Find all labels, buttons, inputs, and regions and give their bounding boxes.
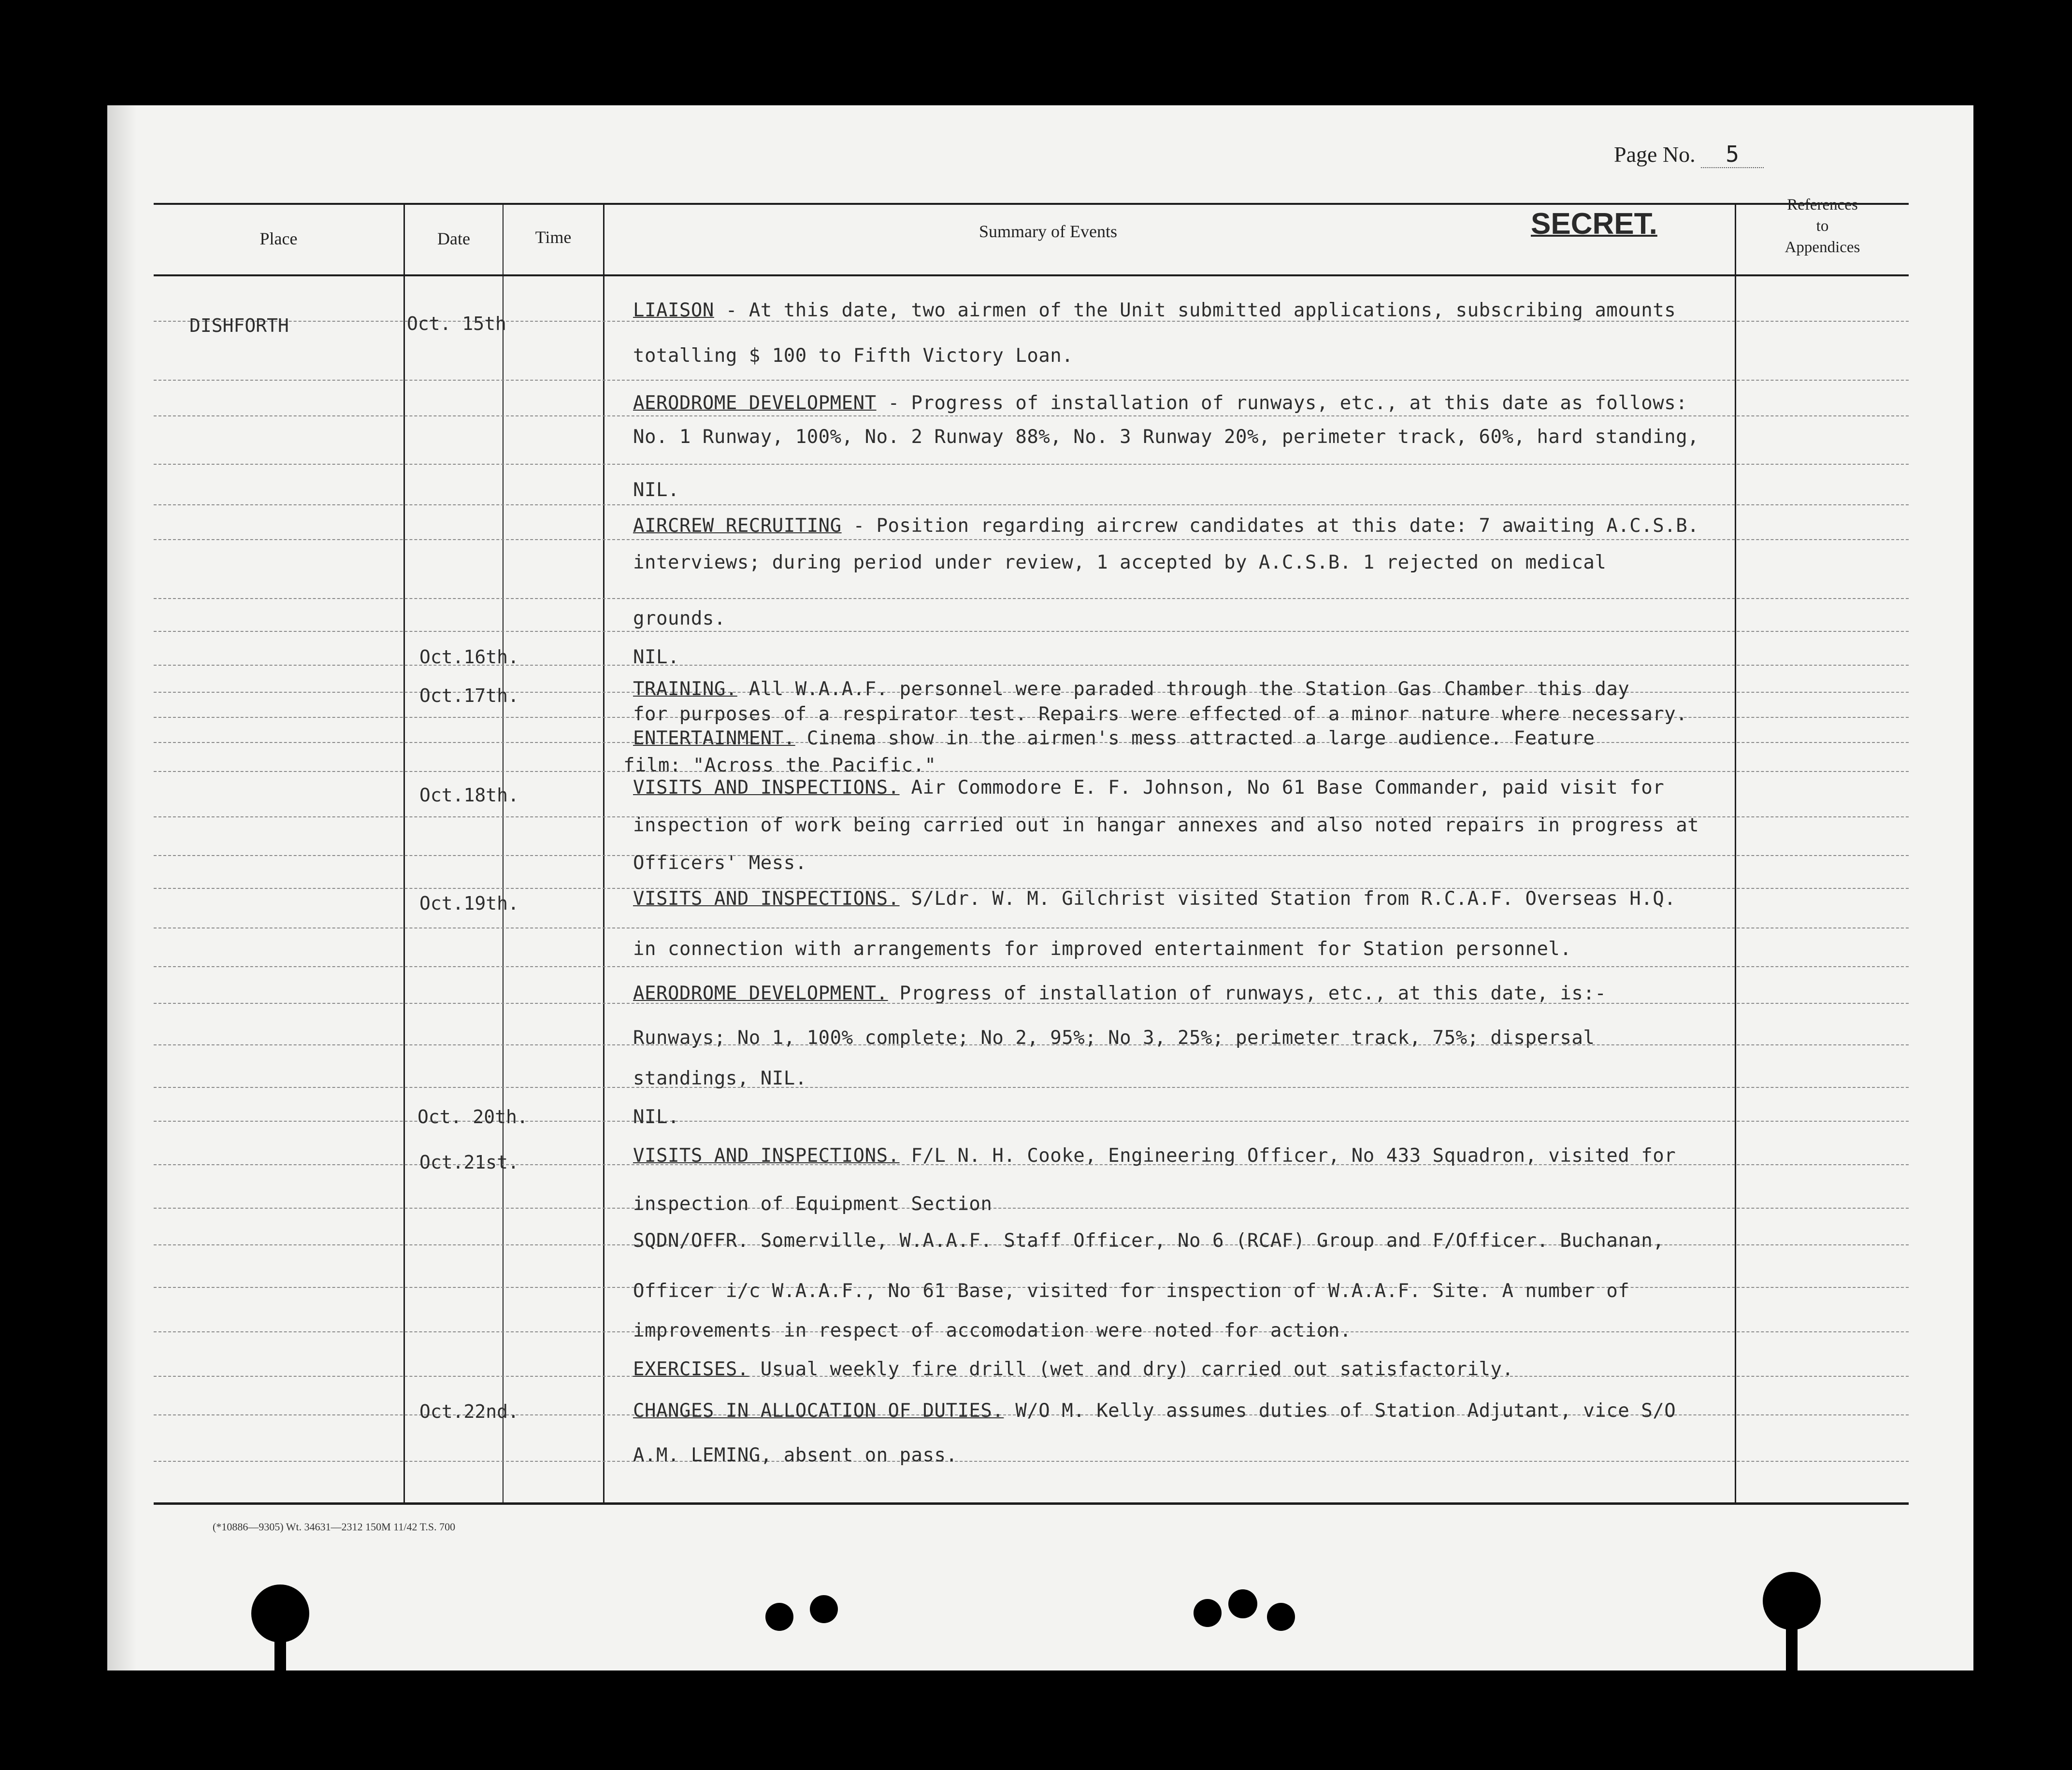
ruled-line: [154, 464, 1909, 465]
entry-text: Cinema show in the airmen's mess attracted a large audience. Feature: [795, 728, 1595, 749]
entry-heading: CHANGES IN ALLOCATION OF DUTIES.: [633, 1400, 1004, 1422]
summary-line: [633, 515, 1699, 537]
summary-line: [633, 1068, 807, 1089]
entry-text: No. 1 Runway, 100%, No. 2 Runway 88%, No. 3 Runway 20%, perimeter track, 60%, hard standing,: [633, 426, 1699, 448]
summary-line: [633, 938, 1571, 960]
entry-text: - At this date, two airmen of the Unit submitted applications, subscribing amounts: [714, 300, 1676, 321]
summary-line: [633, 608, 726, 629]
summary-line: [633, 1193, 992, 1215]
form-print-code: (*10886—9305) Wt. 34631—2312 150M 11/42 T.S. 700: [213, 1521, 456, 1533]
place-date-divider: [403, 203, 405, 1502]
entry-text: for purposes of a respirator test. Repairs were effected of a minor nature where necessary.: [633, 703, 1688, 725]
header-top-rule: [154, 203, 1909, 205]
entry-text: Air Commodore E. F. Johnson, No 61 Base Commander, paid visit for: [899, 777, 1665, 799]
summary-refs-divider: [1735, 203, 1736, 1502]
page-number-value: 5: [1701, 141, 1764, 168]
header-bottom-rule: [154, 274, 1909, 276]
summary-line: [633, 728, 1595, 749]
summary-line: [633, 1320, 1352, 1342]
time-summary-divider: [603, 203, 604, 1502]
date-cell: Oct.17th.: [419, 685, 519, 706]
entry-text: SQDN/OFFR. Somerville, W.A.A.F. Staff Officer, No 6 (RCAF) Group and F/Officer. Buchanan,: [633, 1230, 1665, 1252]
summary-line: [633, 345, 1073, 367]
ruled-line: [154, 539, 1909, 540]
binder-hole: [1267, 1603, 1295, 1631]
entry-text: - Progress of installation of runways, etc., at this date as follows:: [876, 392, 1688, 414]
summary-line: [633, 552, 1606, 573]
entry-text: A.M. LEMING, absent on pass.: [633, 1444, 958, 1466]
binder-hole-slot: [1786, 1618, 1798, 1676]
ruled-line: [154, 1208, 1909, 1209]
summary-line: [633, 300, 1676, 321]
summary-line: [633, 1145, 1676, 1167]
entry-heading: VISITS AND INSPECTIONS.: [633, 1145, 900, 1167]
summary-line: [633, 1106, 679, 1128]
entry-text: improvements in respect of accomodation were noted for action.: [633, 1320, 1352, 1342]
summary-line: [633, 678, 1629, 700]
ruled-line: [154, 598, 1909, 599]
entry-text: standings, NIL.: [633, 1068, 807, 1089]
summary-line: [633, 888, 1676, 910]
place-column-header: Place: [259, 229, 298, 248]
summary-line: [633, 852, 807, 874]
entry-heading: AERODROME DEVELOPMENT.: [633, 983, 888, 1004]
entry-heading: AIRCREW RECRUITING: [633, 515, 842, 537]
ruled-line: [154, 855, 1909, 856]
ruled-line: [154, 1087, 1909, 1088]
place-cell: DISHFORTH: [189, 315, 289, 336]
binder-hole: [1228, 1589, 1257, 1618]
summary-line: [633, 1027, 1595, 1049]
entry-text: Officer i/c W.A.A.F., No 61 Base, visited for inspection of W.A.A.F. Site. A number of: [633, 1280, 1630, 1302]
references-header-line: Appendices: [1784, 239, 1860, 256]
summary-line: [633, 392, 1687, 414]
ruled-line: [154, 415, 1909, 416]
summary-column-header: Summary of Events: [979, 222, 1117, 241]
binder-hole: [810, 1595, 838, 1623]
entry-text: Runways; No 1, 100% complete; No 2, 95%; No 3, 25%; perimeter track, 75%; dispersal: [633, 1027, 1595, 1049]
ruled-line: [154, 771, 1909, 772]
summary-line: [633, 1400, 1676, 1422]
entry-text: F/L N. H. Cooke, Engineering Officer, No 433 Squadron, visited for: [899, 1145, 1676, 1167]
table-bottom-rule: [154, 1502, 1909, 1505]
binder-hole-slot: [274, 1628, 286, 1676]
summary-line: [633, 777, 1664, 799]
ruled-line: [154, 504, 1909, 505]
entry-text: in connection with arrangements for improved entertainment for Station personnel.: [633, 938, 1572, 960]
date-time-divider: [503, 203, 504, 1502]
summary-line: [633, 1230, 1664, 1252]
secret-stamp: SECRET.: [1531, 207, 1657, 241]
date-cell: Oct. 20th.: [417, 1106, 528, 1128]
binder-hole: [765, 1603, 793, 1631]
entry-text: NIL.: [633, 1106, 679, 1128]
summary-line: [633, 479, 679, 501]
entry-heading: LIAISON: [633, 300, 714, 321]
summary-line: [633, 646, 679, 668]
ruled-line: [154, 665, 1909, 666]
date-cell: Oct.18th.: [419, 785, 519, 806]
summary-line: [623, 755, 936, 776]
page-number: [1614, 141, 1764, 168]
date-cell: Oct.22nd.: [419, 1401, 519, 1422]
date-cell: Oct.16th.: [419, 646, 519, 668]
entry-text: NIL.: [633, 646, 679, 668]
entry-text: All W.A.A.F. personnel were paraded through the Station Gas Chamber this day: [737, 678, 1630, 700]
entry-text: interviews; during period under review, 1 accepted by A.C.S.B. 1 rejected on medical: [633, 552, 1607, 573]
entry-text: - Position regarding aircrew candidates at this date: 7 awaiting A.C.S.B.: [841, 515, 1699, 537]
entry-text: W/O M. Kelly assumes duties of Station Adjutant, vice S/O: [1004, 1400, 1676, 1422]
ruled-line: [154, 380, 1909, 381]
summary-line: [633, 1358, 1514, 1380]
summary-line: [633, 703, 1687, 725]
entry-text: inspection of work being carried out in hangar annexes and also noted repairs in progress at: [633, 814, 1699, 836]
entry-heading: AERODROME DEVELOPMENT: [633, 392, 877, 414]
ruled-line: [154, 1461, 1909, 1462]
entry-text: totalling $ 100 to Fifth Victory Loan.: [633, 345, 1074, 367]
entry-text: inspection of Equipment Section: [633, 1193, 993, 1215]
entry-text: S/Ldr. W. M. Gilchrist visited Station from R.C.A.F. Overseas H.Q.: [899, 888, 1676, 910]
entry-text: film: "Across the Pacific.": [623, 755, 936, 776]
date-column-header: Date: [437, 229, 470, 248]
entry-text: Usual weekly fire drill (wet and dry) carried out satisfactorily.: [748, 1358, 1514, 1380]
entry-heading: TRAINING.: [633, 678, 737, 700]
entry-heading: EXERCISES.: [633, 1358, 749, 1380]
entry-heading: ENTERTAINMENT.: [633, 728, 795, 749]
ruled-line: [154, 631, 1909, 632]
entry-heading: VISITS AND INSPECTIONS.: [633, 777, 900, 799]
summary-line: [633, 1444, 957, 1466]
date-cell: Oct.19th.: [419, 893, 519, 914]
references-column-header: [1736, 194, 1909, 258]
entry-text: Progress of installation of runways, etc., at this date, is:-: [888, 983, 1607, 1004]
entry-text: NIL.: [633, 479, 679, 501]
ruled-line: [154, 966, 1909, 967]
date-cell: Oct. 15th: [407, 313, 506, 334]
entry-heading: VISITS AND INSPECTIONS.: [633, 888, 900, 910]
page-number-label: Page No.: [1614, 142, 1696, 167]
references-header-line: References: [1787, 196, 1858, 214]
entry-text: Officers' Mess.: [633, 852, 807, 874]
references-header-line: to: [1816, 217, 1829, 235]
summary-line: [633, 426, 1699, 448]
summary-line: [633, 983, 1606, 1004]
time-column-header: Time: [535, 228, 572, 247]
summary-line: [633, 1280, 1629, 1302]
ruled-line: [154, 1121, 1909, 1122]
summary-line: [633, 814, 1699, 836]
binder-hole: [1194, 1599, 1222, 1627]
entry-text: grounds.: [633, 608, 726, 629]
date-cell: Oct.21st.: [419, 1152, 519, 1173]
